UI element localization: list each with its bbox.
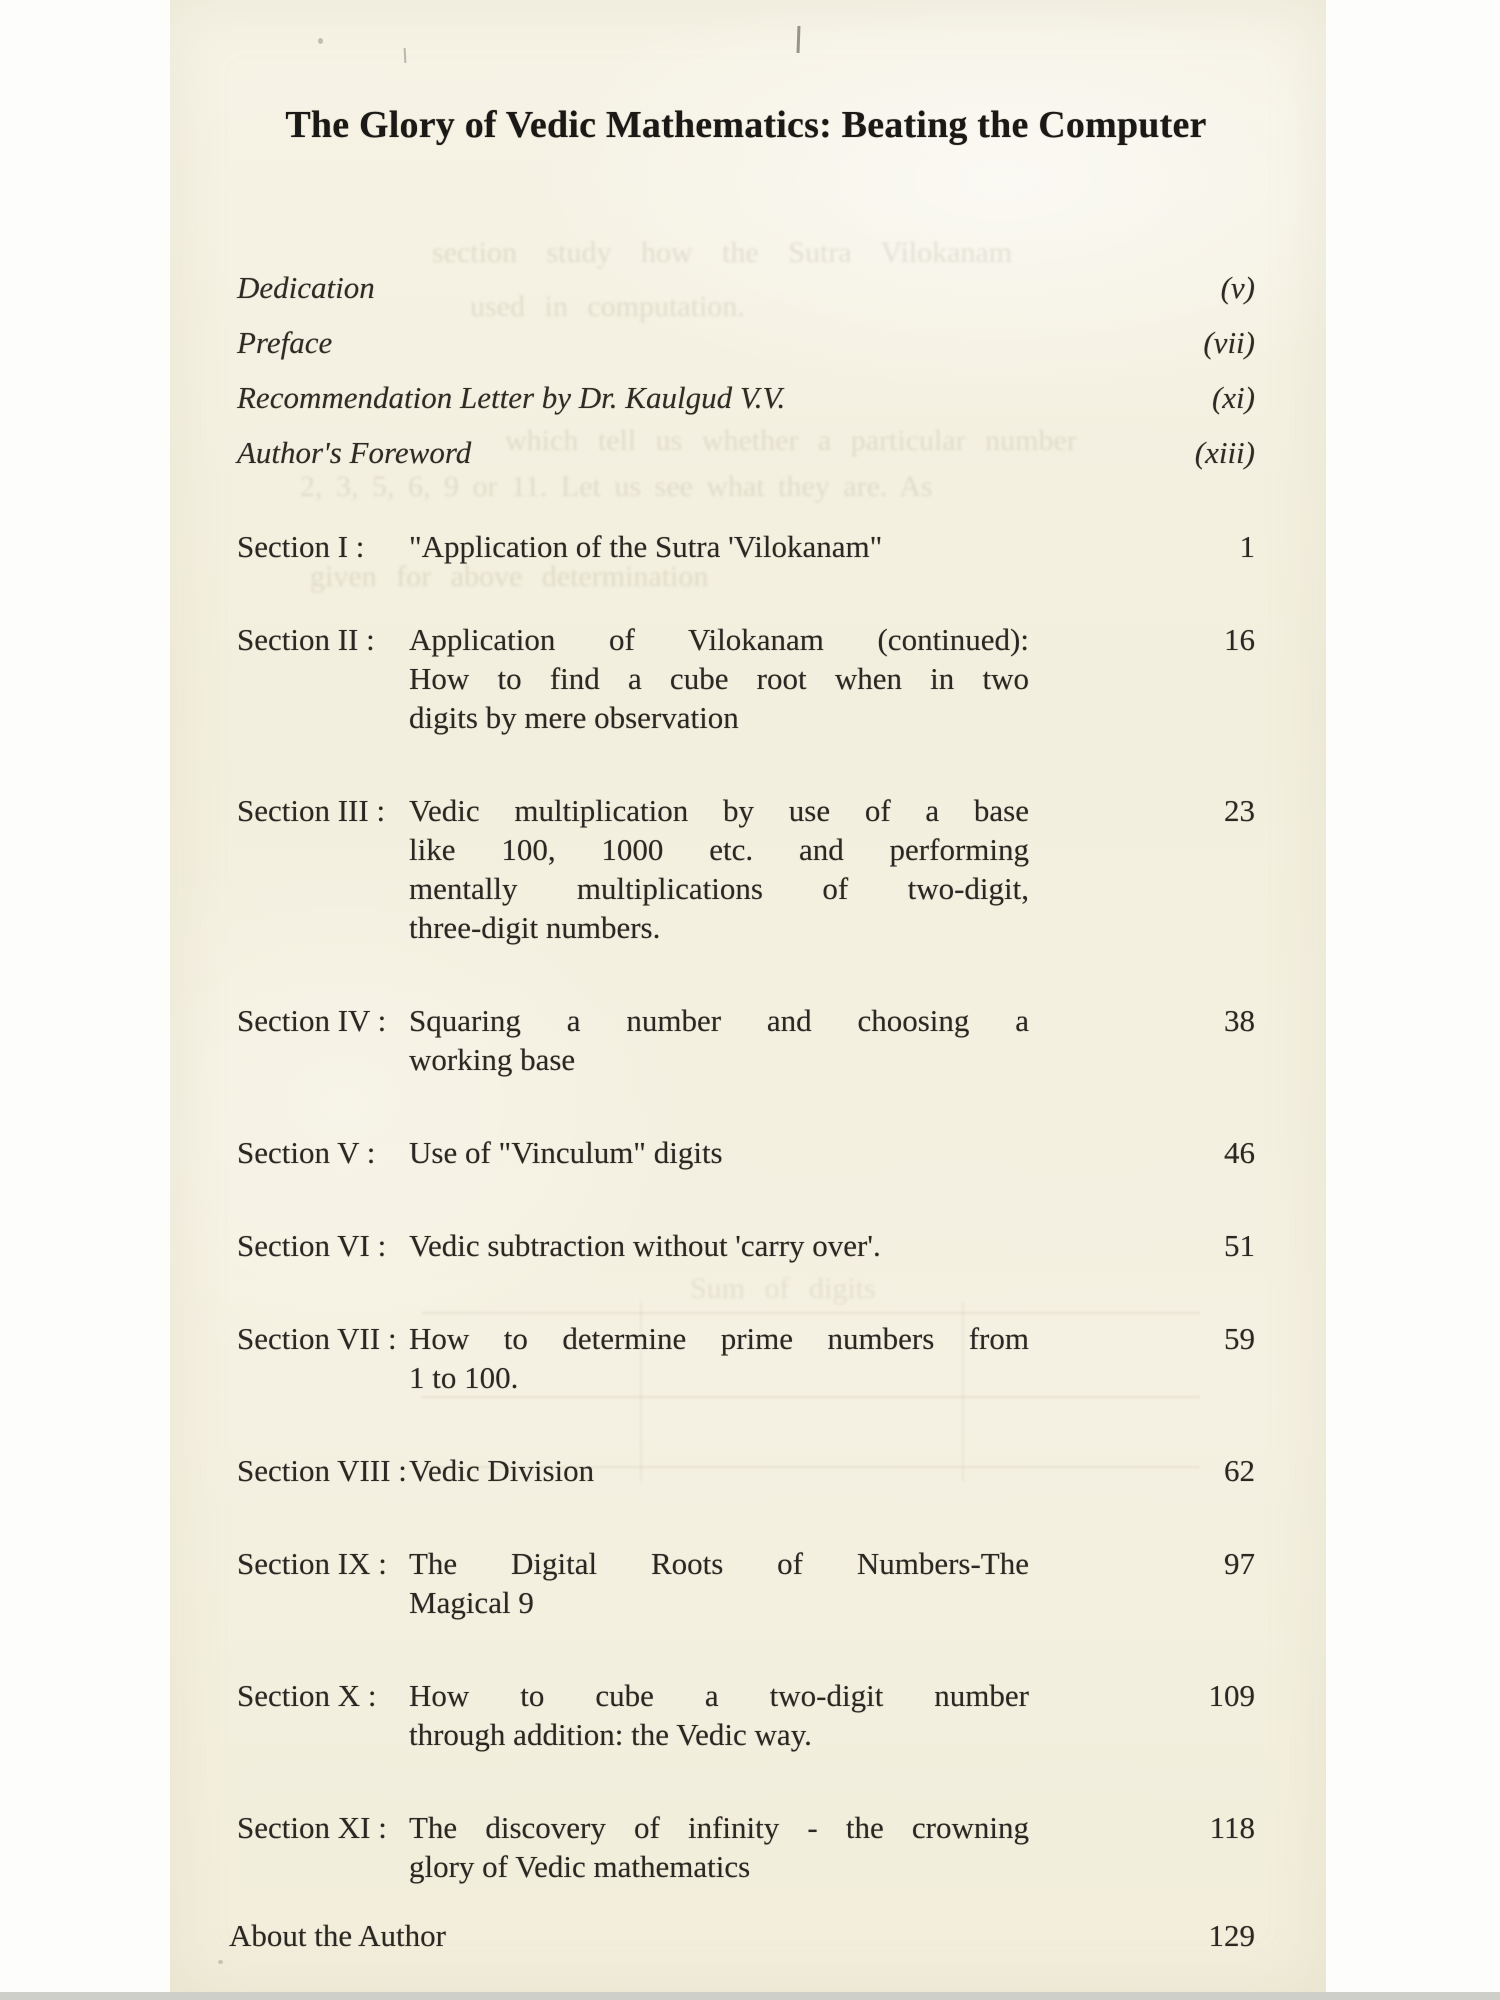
section-title-line: three-digit numbers.	[409, 910, 661, 945]
section-label: Section VI :	[237, 1228, 387, 1263]
front-matter-page-number: (xi)	[1211, 380, 1255, 415]
toc-section-row	[237, 1226, 1255, 1265]
section-label: Section II :	[237, 622, 375, 657]
section-title-line: How to determine prime numbers from	[409, 1321, 1029, 1356]
section-title-line: Vedic subtraction without 'carry over'.	[409, 1228, 881, 1263]
toc-content	[229, 0, 1255, 2000]
toc-section-row	[237, 1133, 1255, 1172]
front-matter-label: Recommendation Letter by Dr. Kaulgud V.V.	[237, 380, 786, 415]
toc-section-row	[237, 1001, 1255, 1079]
section-page-number: 97	[1224, 1546, 1255, 1581]
section-title	[409, 1001, 1029, 1079]
about-the-author-page-number: 129	[1208, 1918, 1255, 1953]
section-title-line: glory of Vedic mathematics	[409, 1849, 751, 1884]
section-label: Section IV :	[237, 1003, 387, 1038]
front-matter-row	[237, 260, 1255, 315]
section-title-line: like 100, 1000 etc. and performing	[409, 832, 1029, 867]
section-title-line: Use of "Vinculum" digits	[409, 1135, 723, 1170]
section-title-line: Vedic multiplication by use of a base	[409, 793, 1029, 828]
section-page-number: 109	[1208, 1678, 1255, 1713]
toc-section-row	[237, 1808, 1255, 1886]
bleedthrough-text: Sum of digits	[690, 1272, 876, 1305]
section-label: Section III :	[237, 793, 386, 828]
section-title	[409, 1226, 1029, 1265]
toc-section-row	[237, 791, 1255, 947]
section-title-line: How to find a cube root when in two	[409, 661, 1029, 696]
section-label: Section I :	[237, 529, 365, 564]
section-page-number: 59	[1224, 1321, 1255, 1356]
section-title	[409, 620, 1029, 737]
section-label: Section V :	[237, 1135, 376, 1170]
scan-artifact	[218, 1960, 223, 1964]
section-page-number: 118	[1209, 1810, 1255, 1845]
section-title-line: The Digital Roots of Numbers-The	[409, 1546, 1029, 1581]
section-page-number: 38	[1224, 1003, 1255, 1038]
section-label: Section VII :	[237, 1321, 397, 1356]
section-title	[409, 527, 1029, 566]
section-title	[409, 1544, 1029, 1622]
section-page-number: 1	[1239, 529, 1255, 564]
front-matter-list	[237, 260, 1255, 480]
front-matter-row	[237, 315, 1255, 370]
bleedthrough-text: used in computation.	[470, 290, 745, 323]
toc-section-row	[237, 1676, 1255, 1754]
front-matter-page-number: (vii)	[1203, 325, 1255, 360]
section-page-number: 16	[1224, 622, 1255, 657]
scan-artifact	[318, 38, 323, 44]
section-title-line: working base	[409, 1042, 576, 1077]
section-title-line: How to cube a two-digit number	[409, 1678, 1029, 1713]
section-page-number: 62	[1224, 1453, 1255, 1488]
front-matter-row	[237, 370, 1255, 425]
toc-section-row	[237, 620, 1255, 737]
about-the-author-row	[229, 1916, 1255, 1955]
front-matter-label: Preface	[237, 325, 333, 360]
toc-section-row	[237, 1451, 1255, 1490]
front-matter-label: Dedication	[237, 270, 375, 305]
front-matter-page-number: (v)	[1220, 270, 1255, 305]
section-title	[409, 1451, 1029, 1490]
bleedthrough-text: which tell us whether a particular number	[505, 424, 1077, 457]
section-title	[409, 1133, 1029, 1172]
section-title-line: Squaring a number and choosing a	[409, 1003, 1029, 1038]
section-label: Section IX :	[237, 1546, 387, 1581]
section-title-line: mentally multiplications of two-digit,	[409, 871, 1029, 906]
scanned-book-page	[170, 0, 1326, 2000]
section-title-line: digits by mere observation	[409, 700, 739, 735]
about-the-author-label: About the Author	[229, 1918, 446, 1953]
section-title	[409, 1319, 1029, 1397]
section-page-number: 51	[1224, 1228, 1255, 1263]
front-matter-row	[237, 425, 1255, 480]
section-title-line: through addition: the Vedic way.	[409, 1717, 812, 1752]
bleedthrough-text: section study how the Sutra Vilokanam	[432, 236, 1013, 269]
section-label: Section X :	[237, 1678, 377, 1713]
front-matter-page-number: (xiii)	[1194, 435, 1255, 470]
page-title: The Glory of Vedic Mathematics: Beating the Computer	[285, 104, 1207, 146]
section-page-number: 46	[1224, 1135, 1255, 1170]
section-title	[409, 1676, 1029, 1754]
section-title-line: Vedic Division	[409, 1453, 595, 1488]
bleedthrough-text: 2, 3, 5, 6, 9 or 11. Let us see what they are. As	[300, 470, 933, 503]
section-page-number: 23	[1224, 793, 1255, 828]
toc-section-row	[237, 1319, 1255, 1397]
section-title-line: 1 to 100.	[409, 1360, 519, 1395]
section-list	[237, 527, 1255, 1940]
section-title-line: Magical 9	[409, 1585, 534, 1620]
bleedthrough-text: given for above determination	[310, 560, 709, 593]
toc-section-row	[237, 1544, 1255, 1622]
section-label: Section XI :	[237, 1810, 387, 1845]
section-title	[409, 791, 1029, 947]
section-title-line: Application of Vilokanam (continued):	[409, 622, 1029, 657]
section-title-line: The discovery of infinity - the crowning	[409, 1810, 1029, 1845]
section-title-line: "Application of the Sutra 'Vilokanam"	[409, 529, 883, 564]
front-matter-label: Author's Foreword	[237, 435, 472, 470]
section-label: Section VIII :	[237, 1453, 407, 1488]
section-title	[409, 1808, 1029, 1886]
toc-section-row	[237, 527, 1255, 566]
